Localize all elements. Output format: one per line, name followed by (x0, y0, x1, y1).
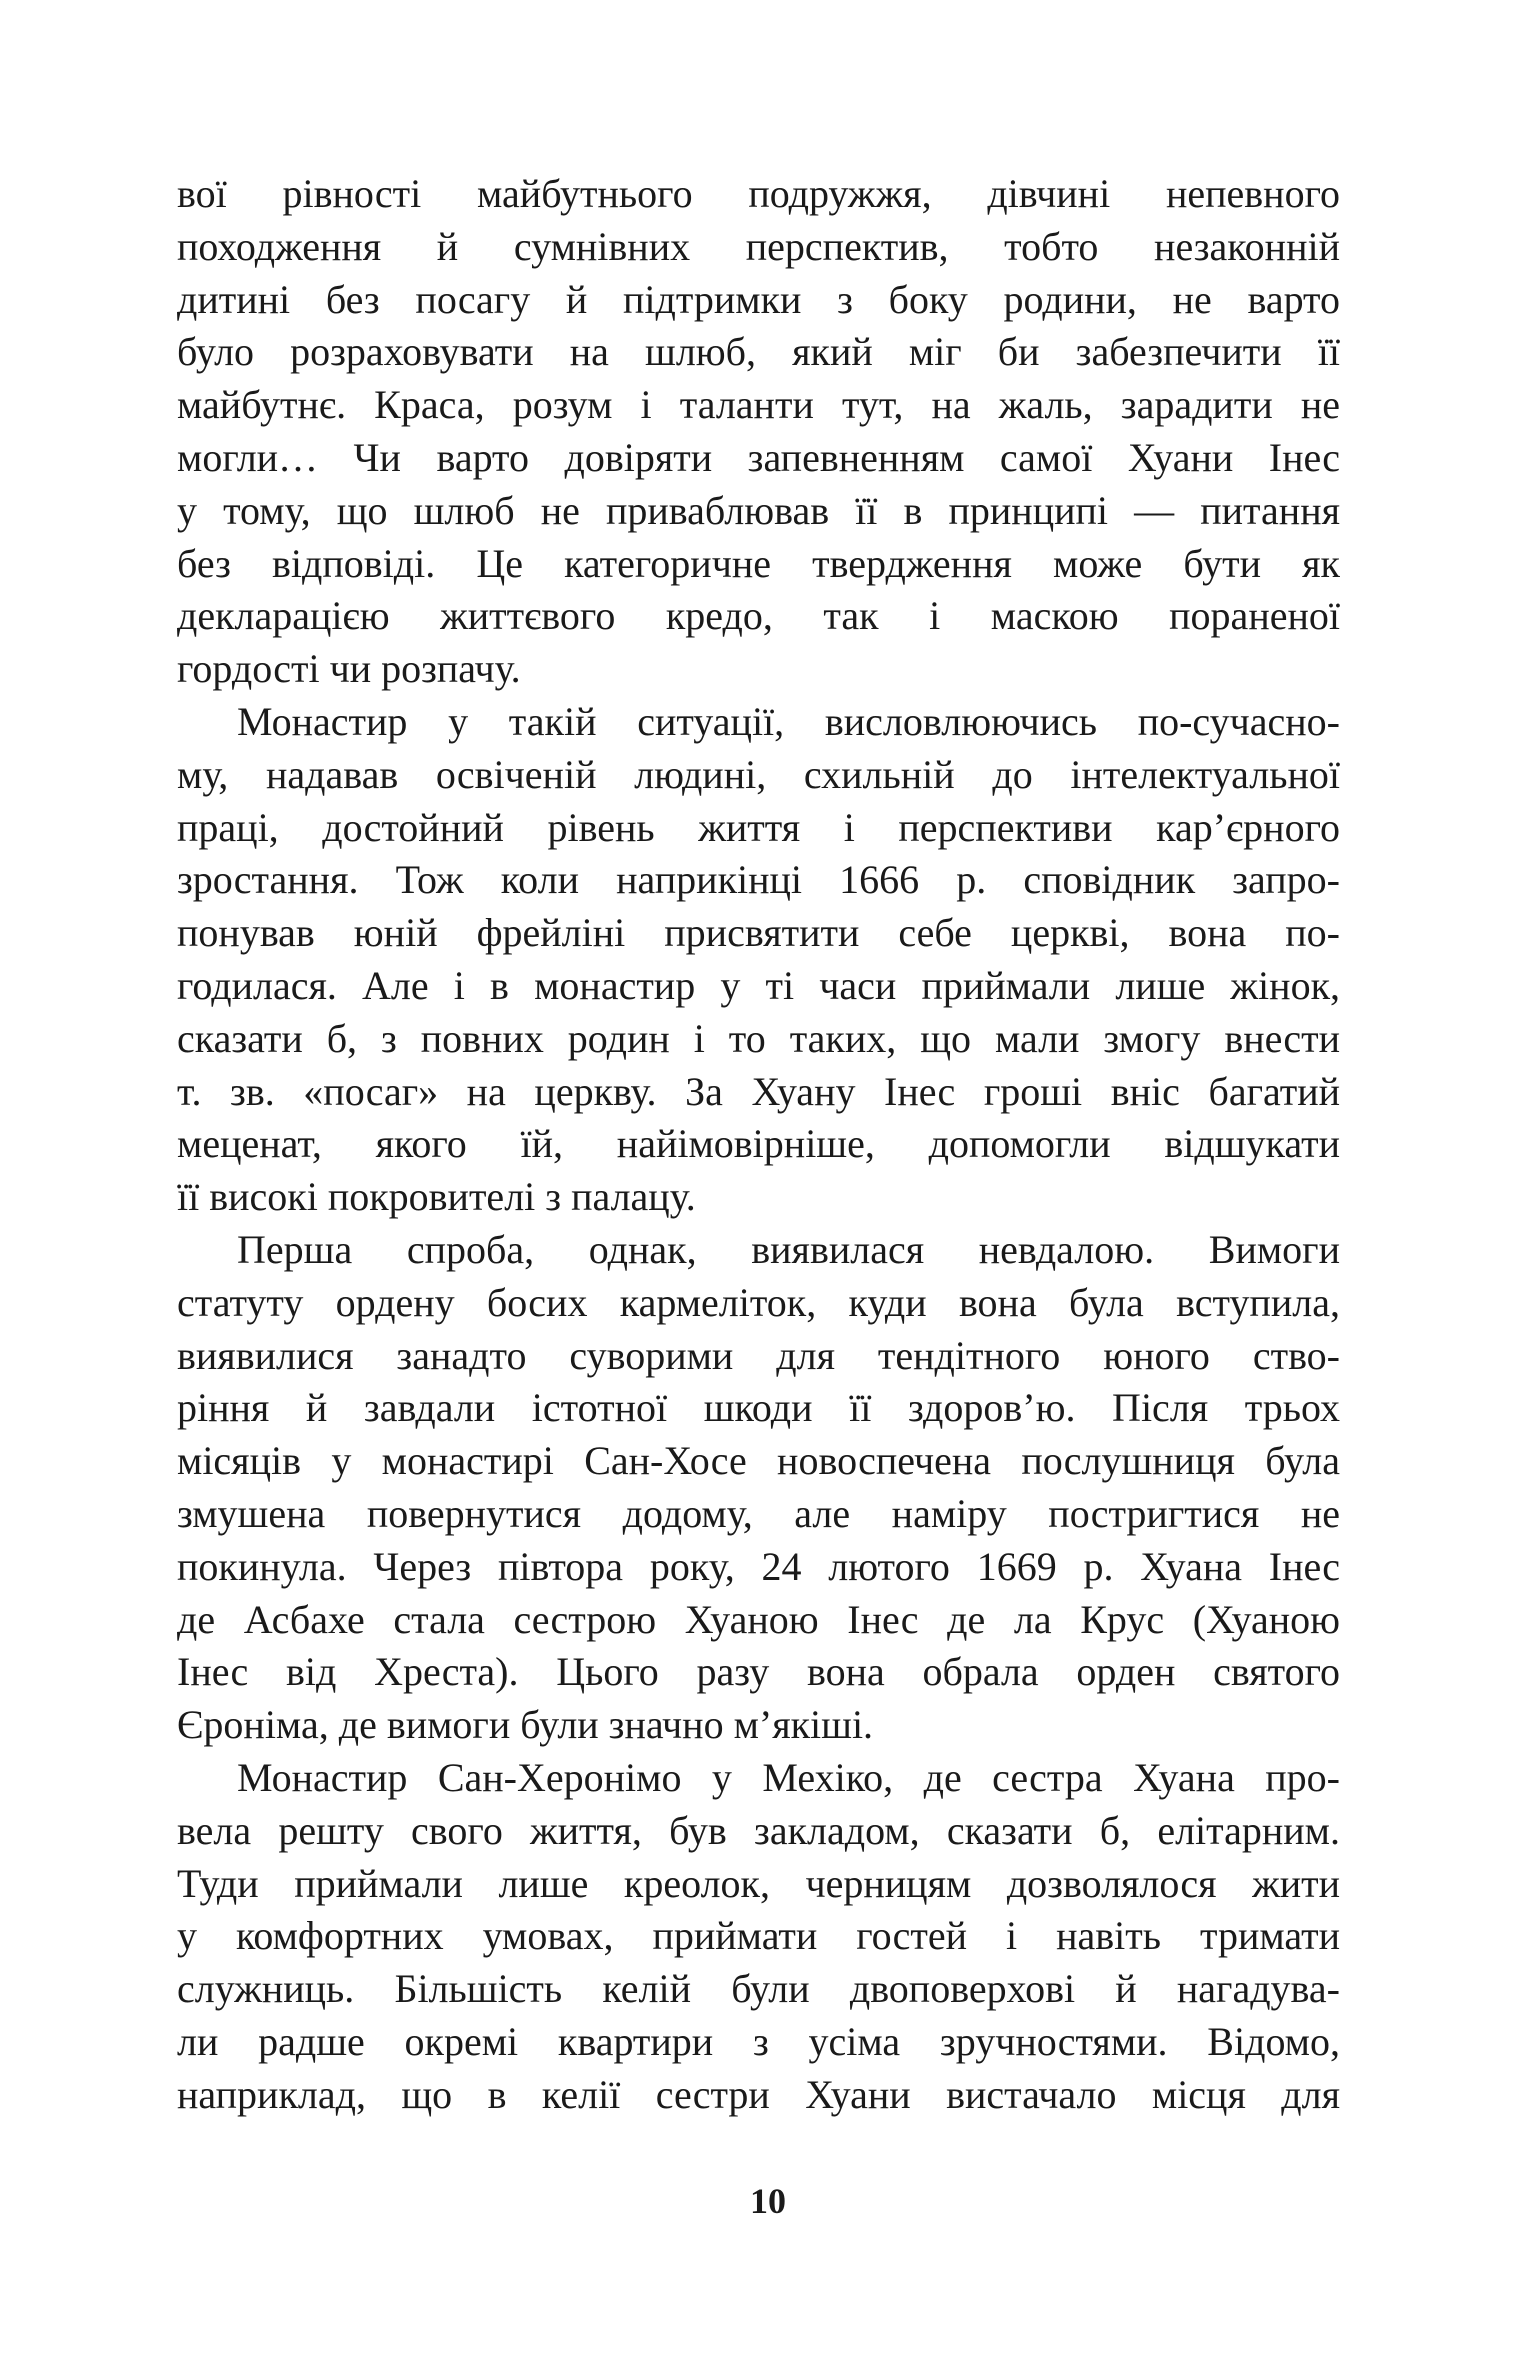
text-line: наприклад, що в келії сестри Хуани вистачало місця для (177, 2071, 1340, 2117)
text-line: понував юній фрейліні присвятити себе церкві, вона по- (177, 910, 1340, 956)
text-line: Перша спроба, однак, виявилася невдалою. Вимоги (237, 1226, 1340, 1272)
text-line: Монастир у такій ситуації, висловлюючись по-сучасно- (237, 698, 1340, 744)
text-line: без відповіді. Це категоричне твердження може бути як (177, 540, 1340, 586)
text-line: покинула. Через півтора року, 24 лютого 1669 р. Хуана Інес (177, 1543, 1340, 1589)
text-line: було розраховувати на шлюб, який міг би забезпечити її (177, 329, 1340, 375)
paragraph (177, 1752, 1340, 2122)
text-line: праці, достойний рівень життя і перспективи кар’єрного (177, 804, 1340, 850)
text-line: годилася. Але і в монастир у ті часи приймали лише жінок, (177, 962, 1340, 1008)
text-line: статуту ордену босих кармеліток, куди вона була вступила, (177, 1279, 1340, 1325)
text-line: Туди приймали лише креолок, черницям дозволялося жити (177, 1860, 1340, 1906)
text-line: майбутнє. Краса, розум і таланти тут, на жаль, зарадити не (177, 382, 1340, 428)
text-line: ріння й завдали істотної шкоди її здоров’ю. Після трьох (177, 1385, 1340, 1431)
paragraph (177, 168, 1340, 696)
text-line: Інес від Хреста). Цього разу вона обрала орден святого (177, 1649, 1340, 1695)
text-line: зростання. Тож коли наприкінці 1666 р. сповідник запро- (177, 857, 1340, 903)
text-line: виявилися занадто суворими для тендітного юного ство- (177, 1332, 1340, 1378)
paragraph (177, 696, 1340, 1224)
text-line: могли… Чи варто довіряти запевненням самої Хуани Інес (177, 434, 1340, 480)
text-line: змушена повернутися додому, але наміру постригтися не (177, 1490, 1340, 1536)
text-line: вої рівності майбутнього подружжя, дівчині непевного (177, 171, 1340, 216)
text-line: місяців у монастирі Сан-Хосе новоспечена послушниця була (177, 1438, 1340, 1484)
text-line: т. зв. «посаг» на церкву. За Хуану Інес гроші вніс багатий (177, 1068, 1340, 1114)
text-line: дитині без посагу й підтримки з боку родини, не варто (177, 276, 1340, 322)
text-line: у тому, що шлюб не приваблював її в принципі — питання (177, 487, 1340, 533)
paragraph (177, 1224, 1340, 1752)
text-line: служниць. Більшість келій були двоповерхові й нагадува- (177, 1966, 1340, 2012)
text-line: меценат, якого їй, найімовірніше, допомогли відшукати (177, 1121, 1340, 1167)
text-line: походження й сумнівних перспектив, тобто незаконній (177, 223, 1340, 269)
text-line: декларацією життєвого кредо, так і маскою пораненої (177, 593, 1340, 639)
page-number: 10 (750, 2181, 786, 2221)
text-line: у комфортних умовах, приймати гостей і навіть тримати (177, 1913, 1340, 1959)
text-line: її високі покровителі з палацу. (177, 1174, 696, 1220)
text-line: вела решту свого життя, був закладом, сказати б, елітарним. (177, 1807, 1340, 1853)
text-line: ли радше окремі квартири з усіма зручностями. Відомо, (177, 2018, 1340, 2064)
text-line: сказати б, з повних родин і то таких, що мали змогу внести (177, 1015, 1340, 1061)
body-text (177, 168, 1340, 2121)
text-line: гордості чи розпачу. (177, 646, 521, 692)
text-line: де Асбахе стала сестрою Хуаною Інес де ла Крус (Хуаною (177, 1596, 1340, 1642)
text-line: Єроніма, де вимоги були значно м’якіші. (177, 1702, 874, 1748)
text-line: Монастир Сан-Херонімо у Мехіко, де сестра Хуана про- (237, 1754, 1340, 1800)
text-line: му, надавав освіченій людині, схильній до інтелектуальної (177, 751, 1340, 797)
